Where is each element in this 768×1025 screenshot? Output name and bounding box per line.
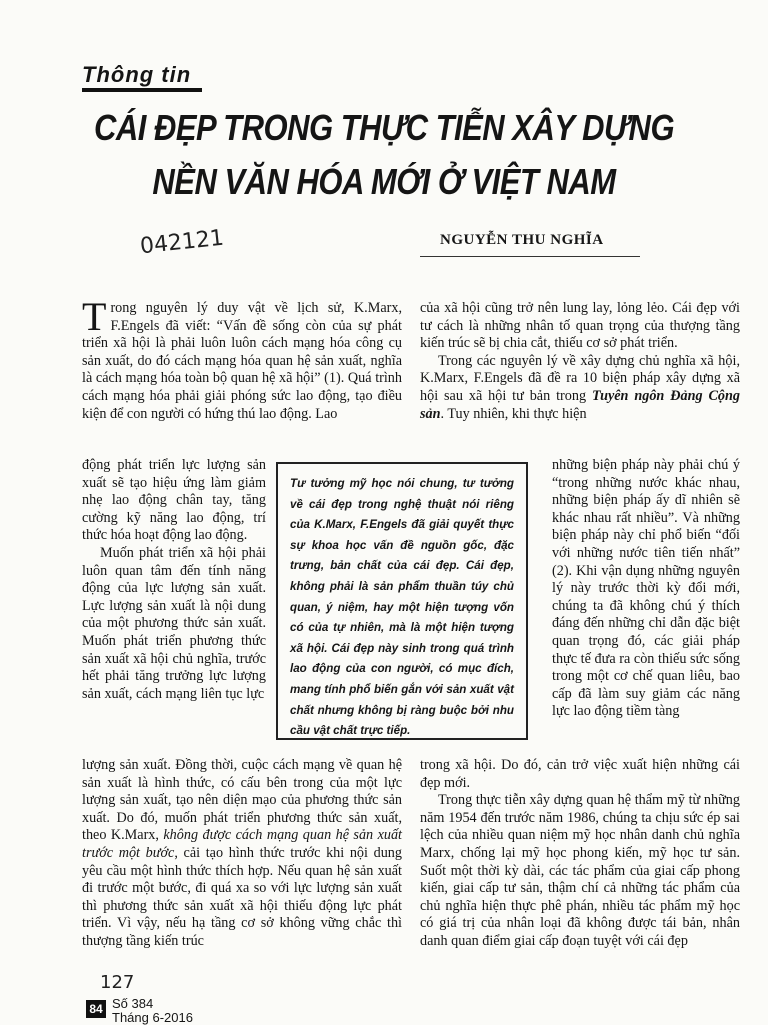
left-column-top — [82, 294, 402, 423]
paragraph: Muốn phát triển xã hội phải luôn quan tâm đến tính năng động của lực lượng sản xuất. Lực lượng sản xuất là nội dung của một phương thức sản xuất. Muốn phát triển phương thức sản xuất xã hội chủ nghĩa, trước hết phải tăng trưởng lực lượng sản xuất, cách mạng liên tục lực — [82, 544, 266, 702]
page-number-box: 84 — [86, 1000, 106, 1018]
article-title-line-2: NỀN VĂN HÓA MỚI Ở VIỆT NAM — [152, 160, 616, 203]
right-column-narrow — [552, 457, 740, 721]
paragraph: trong xã hội. Do đó, cản trở việc xuất hiện những cái đẹp mới. — [420, 757, 740, 791]
paragraph: rong nguyên lý duy vật về lịch sử, K.Marx, F.Engels đã viết: “Vấn đề sống còn của sự phát triển xã hội là phải luôn luôn cách mạng hóa công cụ sản xuất, do đó cách mạng hóa quan hệ sản xuất, nghĩa là cách mạng hóa toàn bộ quan hệ xã hội” (1). Quá trình cách mạng hóa phải giải phóng sức lao động, tạo điều kiện để con người có hứng thú lao động. Lao — [82, 300, 402, 422]
pull-quote: Tư tưởng mỹ học nói chung, tư tưởng về cái đẹp trong nghệ thuật nói riêng của K.Marx, F.Engels đã giải quyết thực sự khoa học vấn đề nguồn gốc, đặc trưng, bản chất của cái đẹp. Cái đẹp, không phải là sản phẩm thuần túy chủ quan, ý niệm, hay một hiện tượng vốn có của tự nhiên, mà là một hiện tượng xã hội. Cái đẹp này sinh trong quá trình lao động của con người, có mục đích, mang tính phổ biến gắn với sản xuất vật chất nhưng không bị ràng buộc bởi nhu cầu vật chất trực tiếp. — [276, 462, 528, 740]
handwritten-code: 042121 — [138, 225, 226, 260]
left-column-bottom — [82, 757, 402, 951]
author-name: NGUYỄN THU NGHĨA — [440, 232, 604, 248]
issue-info — [112, 997, 193, 1025]
paragraph: của xã hội cũng trở nên lung lay, lỏng lẻo. Cái đẹp với tư cách là những nhân tố quan trọng của thượng tầng kiến trúc sẽ bị chia cắt, thiếu cơ sở phát triển. — [420, 300, 740, 352]
paragraph: lượng sản xuất. Đồng thời, cuộc cách mạng về quan hệ sản xuất là hình thức, có cấu bên trong của một lực lượng sản xuất, tạo nên diện mạo của phương thức sản xuất. Do đó, muốn phát triển phương thức sản xuất, theo K.Marx, không được cách mạng quan hệ sản xuất trước một bước, cải tạo hình thức trước khi nội dung yêu cầu một hình thức thích hợp. Nếu quan hệ sản xuất đi trước một bước, đi quá xa so với lực lượng sản xuất thì phương thức sản xuất xã hội thiếu động lực phát triển. Vì vậy, nếu hạ tầng cơ sở không vững chắc thì thượng tầng kiến trúc — [82, 757, 402, 949]
section-label: Thông tin — [82, 62, 192, 87]
paragraph: Trong thực tiễn xây dựng quan hệ thẩm mỹ từ những năm 1954 đến trước năm 1986, chúng ta chịu sức ép sai lệch của nhiều quan niệm mỹ học nhân danh chủ nghĩa Marx, chống lại mỹ học phong kiến, mỹ học tư sản. Suốt một thời kỳ dài, các tác phẩm của giai cấp phong kiến, giai cấp tư sản, thậm chí cả những tác phẩm của chủ nghĩa hiện thực phê phán, nhiều tác phẩm mỹ học có giá trị của nhân loại đã không được tái bản, nhân danh quan điểm giai cấp đoạn tuyệt với cái đẹp — [420, 792, 740, 949]
paragraph: động phát triển lực lượng sản xuất sẽ tạo hiệu ứng làm giảm nhẹ lao động chân tay, tăng cường kỹ năng lao động, trí thức hóa hoạt động lao động. — [82, 457, 266, 544]
issue-number: Số 384 — [112, 996, 154, 1011]
right-column-bottom — [420, 757, 740, 951]
section-rule — [82, 88, 202, 92]
article-title-line-1: CÁI ĐẸP TRONG THỰC TIỄN XÂY DỰNG — [93, 106, 675, 149]
paragraph: những biện pháp này phải chú ý “trong những nước khác nhau, những biện pháp ấy dĩ nhiên sẽ khác nhau rất nhiều”. Và những biện pháp này chỉ phổ biến “đối với những nước tiên tiến nhất” (2). Khi vận dụng những nguyên lý này trước thời kỳ đổi mới, chúng ta đã không chú ý thích đáng đến những chỉ dẫn đặc biệt quan trọng đó, các giải pháp thực tế đưa ra còn thiếu sức sống trong một cơ chế quan liêu, bao cấp đã làm suy giảm các năng lực lao động tiềm tàng — [552, 457, 740, 720]
handwritten-page-number: 127 — [100, 972, 135, 993]
author-rule — [420, 256, 640, 257]
right-column-top — [420, 300, 740, 423]
issue-date: Tháng 6-2016 — [112, 1010, 193, 1025]
paragraph: Trong các nguyên lý về xây dựng chủ nghĩa xã hội, K.Marx, F.Engels đã đề ra 10 biện pháp xây dựng xã hội sau xã hội tư bản trong Tuyên ngôn Đảng Cộng sản. Tuy nhiên, khi thực hiện — [420, 352, 740, 422]
left-column-narrow — [82, 457, 266, 703]
drop-cap: T — [82, 294, 107, 339]
